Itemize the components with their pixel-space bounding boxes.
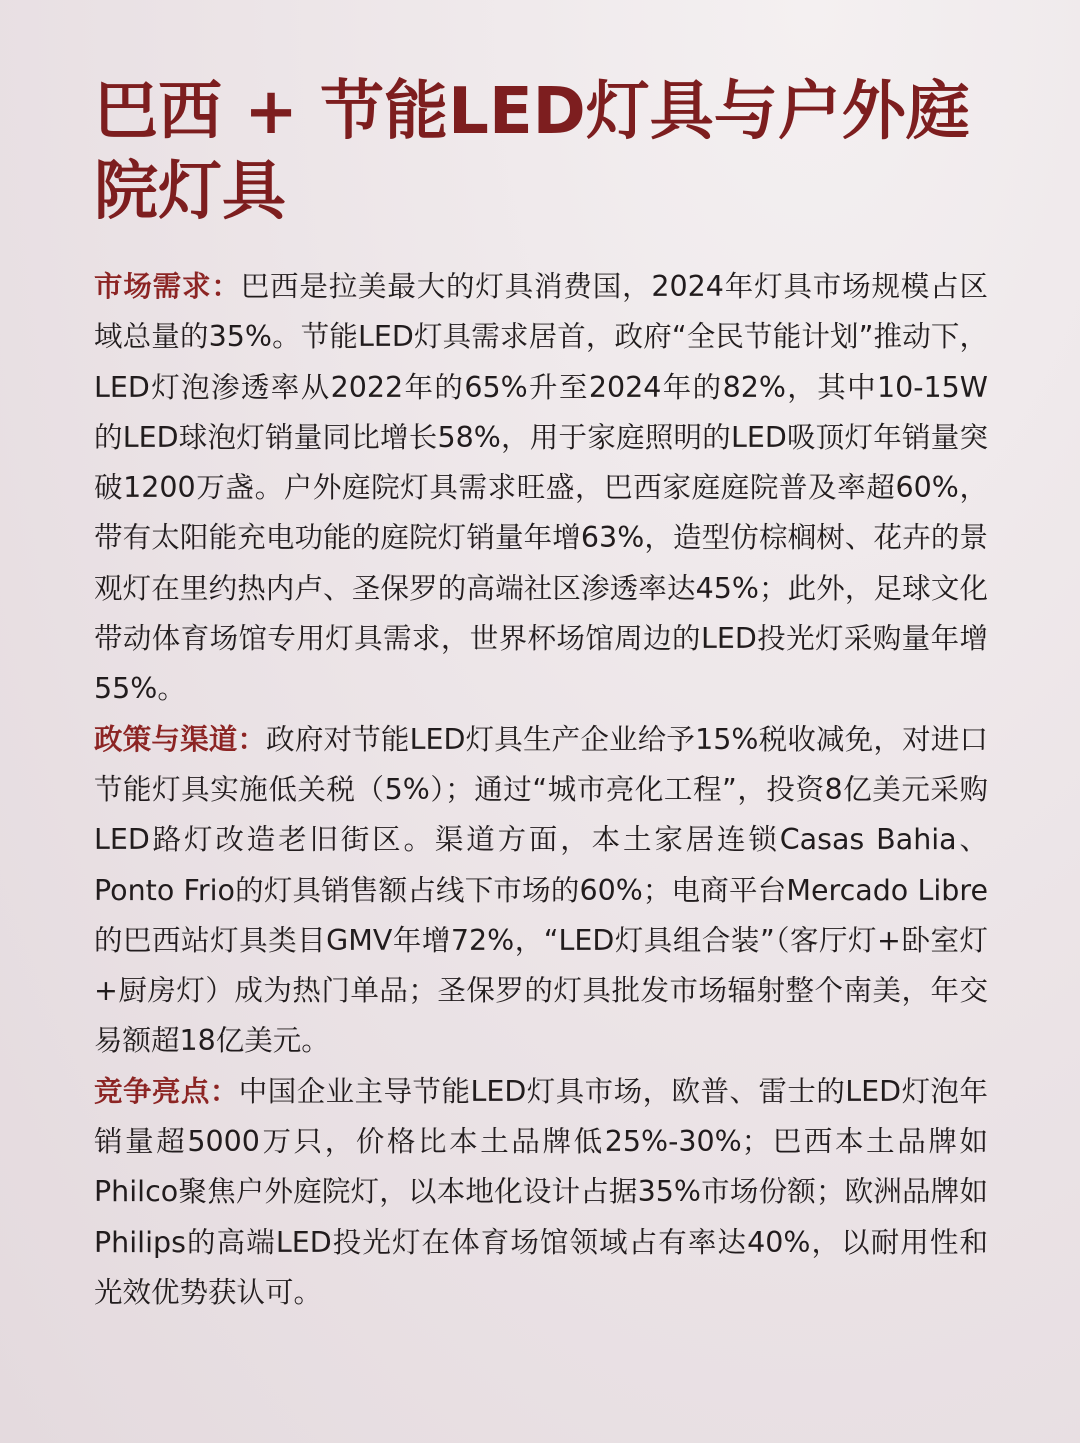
section-label: 竞争亮点： xyxy=(94,1074,239,1108)
section-label: 政策与渠道： xyxy=(94,722,267,756)
article-body xyxy=(94,262,988,1318)
section-competition xyxy=(94,1067,988,1318)
section-text: 巴西是拉美最大的灯具消费国，2024年灯具市场规模占区域总量的35%。节能LED灯具需求居首，政府“全民节能计划”推动下，LED灯泡渗透率从2022年的65%升至2024年的82%，其中10-15W的LED球泡灯销量同比增长58%，用于家庭照明的LED吸顶灯年销量突破1200万盏。户外庭院灯具需求旺盛，巴西家庭庭院普及率超60%，带有太阳能充电功能的庭院灯销量年增63%，造型仿棕榈树、花卉的景观灯在里约热内卢、圣保罗的高端社区渗透率达45%；此外，足球文化带动体育场馆专用灯具需求，世界杯场馆周边的LED投光灯采购量年增55%。 xyxy=(94,270,988,706)
page-title: 巴西 + 节能LED灯具与户外庭院灯具 xyxy=(94,75,970,229)
section-text: 中国企业主导节能LED灯具市场，欧普、雷士的LED灯泡年销量超5000万只，价格比本土品牌低25%-30%；巴西本土品牌如Philco聚焦户外庭院灯，以本地化设计占据35%市场份额；欧洲品牌如Philips的高端LED投光灯在体育场馆领域占有率达40%，以耐用性和光效优势获认可。 xyxy=(94,1074,988,1309)
section-policy-channels xyxy=(94,715,988,1067)
section-label: 市场需求： xyxy=(94,270,241,303)
section-text: 政府对节能LED灯具生产企业给予15%税收减免，对进口节能灯具实施低关税（5%）；通过“城市亮化工程”，投资8亿美元采购LED路灯改造老旧街区。渠道方面，本土家居连锁Casas Bahia、Ponto Frio的灯具销售额占线下市场的60%；电商平台Mercado Libre的巴西站灯具类目GMV年增72%，“LED灯具组合装”（客厅灯+卧室灯+厨房灯）成为热门单品；圣保罗的灯具批发市场辐射整个南美，年交易额超18亿美元。 xyxy=(94,722,988,1058)
section-market-demand xyxy=(94,262,988,715)
